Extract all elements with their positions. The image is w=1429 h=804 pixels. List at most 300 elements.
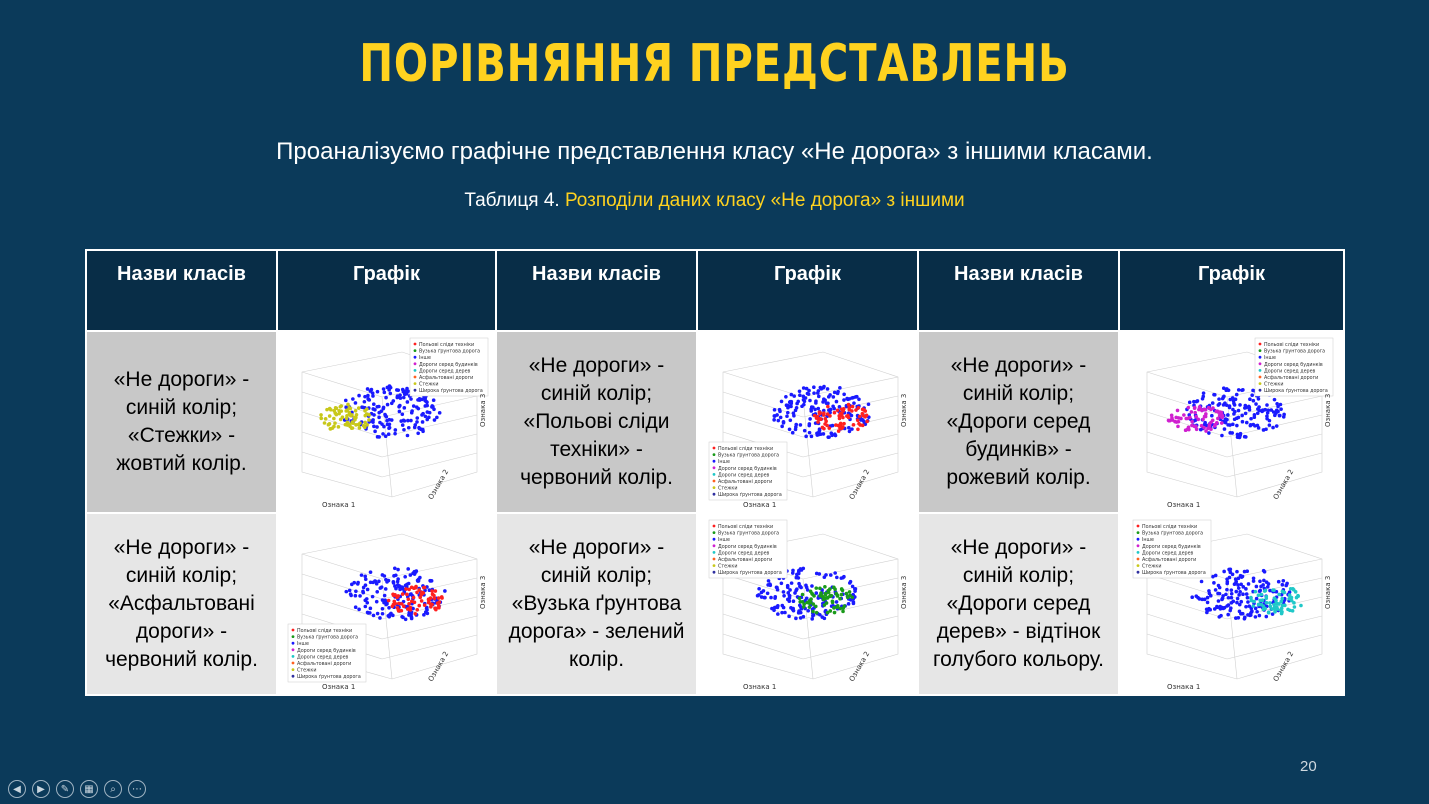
point-others [790, 571, 794, 575]
point-others [425, 404, 429, 408]
point-others [1226, 613, 1230, 617]
point-class [846, 416, 850, 420]
point-others [373, 430, 377, 434]
point-others [1204, 607, 1208, 611]
point-others [1263, 408, 1267, 412]
point-others [1228, 431, 1232, 435]
class-line: «Не дороги» - [950, 536, 1087, 559]
point-others [383, 414, 387, 418]
point-others [353, 605, 357, 609]
point-others [1229, 592, 1233, 596]
point-others [387, 418, 391, 422]
point-class [1266, 611, 1270, 615]
point-class [1281, 590, 1285, 594]
point-class [814, 586, 818, 590]
point-others [1220, 434, 1224, 438]
point-class [413, 586, 417, 590]
scatter-3d-plot [703, 332, 913, 512]
point-others [348, 592, 352, 596]
class-line: дерев» - відтінок [936, 620, 1101, 643]
point-others [1228, 398, 1232, 402]
svg-text:Вузька ґрунтова дорога: Вузька ґрунтова дорога [717, 531, 779, 537]
point-others [396, 568, 400, 572]
point-others [385, 403, 389, 407]
point-others [406, 567, 410, 571]
point-others [381, 387, 385, 391]
point-class [850, 595, 854, 599]
svg-text:Широка ґрунтова дорога: Широка ґрунтова дорога [717, 571, 782, 577]
point-class [406, 597, 410, 601]
point-others [422, 613, 426, 617]
point-class [325, 408, 329, 412]
point-class [348, 407, 352, 411]
point-others [425, 612, 429, 616]
point-class [835, 605, 839, 609]
plot-legend [1133, 520, 1211, 578]
svg-text:Асфальтовані дороги: Асфальтовані дороги [717, 480, 772, 485]
point-others [1222, 395, 1226, 399]
point-class [323, 417, 327, 421]
more-icon[interactable]: ⋯ [128, 780, 146, 798]
point-class [832, 585, 836, 589]
point-others [411, 404, 415, 408]
svg-text:Дороги серед дерев: Дороги серед дерев [1141, 551, 1193, 557]
point-others [359, 573, 363, 577]
point-class [328, 427, 332, 431]
pen-icon[interactable]: ✎ [56, 780, 74, 798]
point-others [409, 397, 413, 401]
point-others [1267, 423, 1271, 427]
point-others [822, 385, 826, 389]
point-class [847, 406, 851, 410]
point-others [1232, 417, 1236, 421]
point-class [1264, 601, 1268, 605]
point-class [334, 407, 338, 411]
point-others [831, 405, 835, 409]
class-description [86, 513, 277, 695]
point-class [857, 415, 861, 419]
point-others [1238, 403, 1242, 407]
point-others [418, 576, 422, 580]
point-others [375, 390, 379, 394]
point-class [838, 597, 842, 601]
class-line: синій колір; [540, 382, 653, 405]
point-others [762, 596, 766, 600]
point-class [333, 411, 337, 415]
point-others [1276, 405, 1280, 409]
point-others [413, 423, 417, 427]
point-others [838, 386, 842, 390]
point-others [387, 384, 391, 388]
point-others [421, 428, 425, 432]
point-class [1212, 424, 1216, 428]
class-line: рожевий колір. [946, 466, 1091, 489]
point-others [1210, 414, 1214, 418]
point-class [841, 416, 845, 420]
point-class [322, 421, 326, 425]
point-class [326, 423, 330, 427]
svg-text:Інше: Інше [1141, 538, 1154, 544]
point-others [416, 579, 420, 583]
point-class [354, 423, 358, 427]
svg-text:Дороги серед будинків: Дороги серед будинків [1141, 544, 1201, 550]
point-others [387, 615, 391, 619]
class-line: техніки» - [550, 438, 643, 461]
class-line: «Не дороги» - [528, 536, 665, 559]
point-class [1256, 593, 1260, 597]
class-line: будинків» - [965, 438, 1072, 461]
slide-subtitle: Проаналізуємо графічне представлення класу «Не дорога» з іншими класами. [276, 138, 1153, 165]
point-others [387, 422, 391, 426]
point-class [430, 603, 434, 607]
point-class [420, 591, 424, 595]
point-class [350, 420, 354, 424]
point-others [801, 395, 805, 399]
point-others [794, 617, 798, 621]
point-class [364, 407, 368, 411]
point-others [783, 611, 787, 615]
scatter-3d-plot [1127, 514, 1337, 694]
point-others [1279, 407, 1283, 411]
point-class [430, 589, 434, 593]
point-others [384, 578, 388, 582]
point-class [357, 426, 361, 430]
point-class [1289, 599, 1293, 603]
point-class [350, 426, 354, 430]
point-others [1255, 424, 1259, 428]
point-others [791, 607, 795, 611]
point-others [1234, 590, 1238, 594]
point-others [1229, 588, 1233, 592]
point-class [809, 597, 813, 601]
point-class [319, 413, 323, 417]
point-others [365, 588, 369, 592]
point-class [1167, 419, 1171, 423]
header-class-names: Назви класів [496, 250, 697, 331]
point-others [780, 604, 784, 608]
point-others [378, 586, 382, 590]
point-others [1236, 416, 1240, 420]
point-class [393, 602, 397, 606]
point-others [363, 605, 367, 609]
point-others [365, 601, 369, 605]
point-others [380, 607, 384, 611]
point-class [840, 589, 844, 593]
point-others [363, 577, 367, 581]
point-others [1241, 592, 1245, 596]
point-class [818, 587, 822, 591]
point-others [807, 424, 811, 428]
point-others [847, 430, 851, 434]
point-class [807, 605, 811, 609]
point-others [372, 425, 376, 429]
table-row [86, 331, 1344, 513]
svg-text:Дороги серед будинків: Дороги серед будинків [717, 544, 777, 550]
svg-text:Широка ґрунтова дорога: Широка ґрунтова дорога [296, 675, 361, 681]
point-others [822, 617, 826, 621]
point-class [826, 405, 830, 409]
point-others [776, 419, 780, 423]
point-others [781, 590, 785, 594]
point-class [436, 604, 440, 608]
axis-label-y: Ознака 2 [847, 650, 871, 683]
point-others [773, 596, 777, 600]
point-others [1236, 583, 1240, 587]
point-others [1231, 423, 1235, 427]
point-others [371, 614, 375, 618]
point-class [1201, 418, 1205, 422]
point-others [814, 401, 818, 405]
point-class [1192, 406, 1196, 410]
point-others [798, 423, 802, 427]
point-class [1169, 414, 1173, 418]
axis-label-y: Ознака 2 [426, 650, 450, 683]
point-others [409, 411, 413, 415]
point-class [864, 413, 868, 417]
point-others [1256, 407, 1260, 411]
point-class [1279, 612, 1283, 616]
point-others [1250, 609, 1254, 613]
point-others [405, 434, 409, 438]
point-others [384, 396, 388, 400]
point-others [1265, 417, 1269, 421]
point-others [393, 428, 397, 432]
point-others [1207, 592, 1211, 596]
next-icon[interactable]: ▶ [32, 780, 50, 798]
table-row [86, 513, 1344, 695]
point-class [797, 596, 801, 600]
point-class [1274, 605, 1278, 609]
point-class [417, 588, 421, 592]
class-description [496, 513, 697, 695]
point-others [1217, 615, 1221, 619]
point-others [1236, 586, 1240, 590]
point-others [818, 386, 822, 390]
point-others [794, 423, 798, 427]
point-others [1194, 594, 1198, 598]
point-class [340, 415, 344, 419]
point-others [1264, 580, 1268, 584]
class-line: «Асфальтовані [108, 592, 255, 615]
point-class [824, 601, 828, 605]
point-class [1188, 416, 1192, 420]
svg-text:Дороги серед будинків: Дороги серед будинків [1263, 362, 1323, 368]
table-caption [0, 190, 1429, 212]
scatter-3d-plot [282, 332, 492, 512]
point-others [1280, 583, 1284, 587]
point-others [387, 606, 391, 610]
point-others [1255, 411, 1259, 415]
point-others [417, 427, 421, 431]
svg-text:Широка ґрунтова дорога: Широка ґрунтова дорога [1263, 389, 1328, 395]
point-class [434, 607, 438, 611]
point-class [1296, 594, 1300, 598]
point-class [838, 607, 842, 611]
point-others [1205, 601, 1209, 605]
point-others [1216, 584, 1220, 588]
point-class [407, 602, 411, 606]
point-others [811, 406, 815, 410]
point-class [415, 608, 419, 612]
point-others [1190, 595, 1194, 599]
point-class [1278, 609, 1282, 613]
svg-text:Дороги серед дерев: Дороги серед дерев [1263, 369, 1315, 375]
point-class [850, 409, 854, 413]
point-others [802, 429, 806, 433]
point-others [425, 400, 429, 404]
point-class [825, 611, 829, 615]
point-class [1206, 406, 1210, 410]
point-class [1175, 409, 1179, 413]
class-line: голубого кольору. [932, 648, 1104, 671]
svg-text:Стежки: Стежки [717, 564, 737, 570]
point-class [1194, 415, 1198, 419]
point-others [1226, 388, 1230, 392]
point-class [352, 416, 356, 420]
svg-text:Вузька ґрунтова дорога: Вузька ґрунтова дорога [1141, 531, 1203, 537]
point-others [402, 428, 406, 432]
point-class [1299, 604, 1303, 608]
point-others [833, 571, 837, 575]
point-others [1244, 605, 1248, 609]
point-others [1245, 596, 1249, 600]
point-class [426, 601, 430, 605]
class-description [86, 331, 277, 513]
point-others [1251, 576, 1255, 580]
point-others [1265, 585, 1269, 589]
point-others [375, 405, 379, 409]
zoom-icon[interactable]: ⌕ [104, 780, 122, 798]
point-others [389, 402, 393, 406]
axis-label-x: Ознака 1 [1166, 501, 1200, 509]
point-others [347, 589, 351, 593]
point-class [336, 425, 340, 429]
point-others [402, 406, 406, 410]
class-line: колір. [568, 648, 625, 671]
point-others [1228, 568, 1232, 572]
point-others [787, 615, 791, 619]
point-class [409, 585, 413, 589]
slides-icon[interactable]: ▦ [80, 780, 98, 798]
point-others [780, 425, 784, 429]
caption-highlight: Розподіли даних класу «Не дорога» з іншими [564, 190, 965, 211]
point-others [1222, 427, 1226, 431]
point-others [772, 418, 776, 422]
class-line: «Не дороги» - [113, 536, 250, 559]
prev-icon[interactable]: ◀ [8, 780, 26, 798]
svg-text:Польові сліди техніки: Польові сліди техніки [418, 343, 474, 348]
point-others [401, 616, 405, 620]
axis-label-z: Ознака 3 [478, 393, 487, 427]
point-class [1174, 420, 1178, 424]
point-class [408, 608, 412, 612]
point-class [367, 418, 371, 422]
point-others [1238, 590, 1242, 594]
point-others [1216, 403, 1220, 407]
point-others [393, 432, 397, 436]
point-others [431, 398, 435, 402]
point-class [400, 592, 404, 596]
point-class [841, 610, 845, 614]
class-line: «Дороги серед [946, 592, 1091, 615]
point-class [1277, 593, 1281, 597]
axis-label-z: Ознака 3 [1323, 393, 1332, 427]
axis-label-x: Ознака 1 [742, 683, 776, 691]
point-class [832, 611, 836, 615]
point-others [432, 418, 436, 422]
point-class [822, 411, 826, 415]
class-line: дорога» - зелений [508, 620, 685, 643]
point-others [343, 399, 347, 403]
point-others [798, 567, 802, 571]
point-others [1232, 403, 1236, 407]
point-class [422, 603, 426, 607]
point-others [848, 581, 852, 585]
class-line: червоний колір. [520, 466, 673, 489]
point-class [836, 429, 840, 433]
header-plot: Графік [697, 250, 918, 331]
point-class [839, 593, 843, 597]
point-class [1262, 589, 1266, 593]
point-others [794, 589, 798, 593]
point-others [816, 407, 820, 411]
point-others [437, 411, 441, 415]
point-others [443, 589, 447, 593]
point-class [828, 594, 832, 598]
point-others [756, 593, 760, 597]
point-class [1252, 600, 1256, 604]
svg-text:Інше: Інше [418, 356, 431, 362]
point-others [1272, 398, 1276, 402]
point-others [1240, 388, 1244, 392]
point-class [1187, 428, 1191, 432]
point-others [371, 402, 375, 406]
point-class [1286, 608, 1290, 612]
point-others [1248, 397, 1252, 401]
class-line: синій колір; [962, 382, 1075, 405]
scatter-plot-cell [277, 513, 496, 695]
point-others [396, 388, 400, 392]
point-others [355, 582, 359, 586]
point-class [1275, 602, 1279, 606]
point-others [830, 424, 834, 428]
point-class [840, 425, 844, 429]
point-others [400, 412, 404, 416]
point-class [832, 606, 836, 610]
axis-label-z: Ознака 3 [899, 393, 908, 427]
point-others [834, 600, 838, 604]
point-others [804, 584, 808, 588]
point-class [1183, 428, 1187, 432]
point-others [810, 617, 814, 621]
svg-text:Дороги серед дерев: Дороги серед дерев [418, 369, 470, 375]
point-class [1251, 604, 1255, 608]
point-others [835, 576, 839, 580]
point-others [1240, 414, 1244, 418]
point-others [357, 394, 361, 398]
point-others [378, 616, 382, 620]
svg-text:Асфальтовані дороги: Асфальтовані дороги [418, 376, 473, 381]
point-others [785, 411, 789, 415]
point-others [789, 400, 793, 404]
svg-text:Широка ґрунтова дорога: Широка ґрунтова дорога [418, 389, 483, 395]
point-others [1220, 596, 1224, 600]
point-others [425, 410, 429, 414]
axis-label-x: Ознака 1 [742, 501, 776, 509]
point-others [1226, 413, 1230, 417]
point-class [1279, 600, 1283, 604]
point-class [421, 586, 425, 590]
